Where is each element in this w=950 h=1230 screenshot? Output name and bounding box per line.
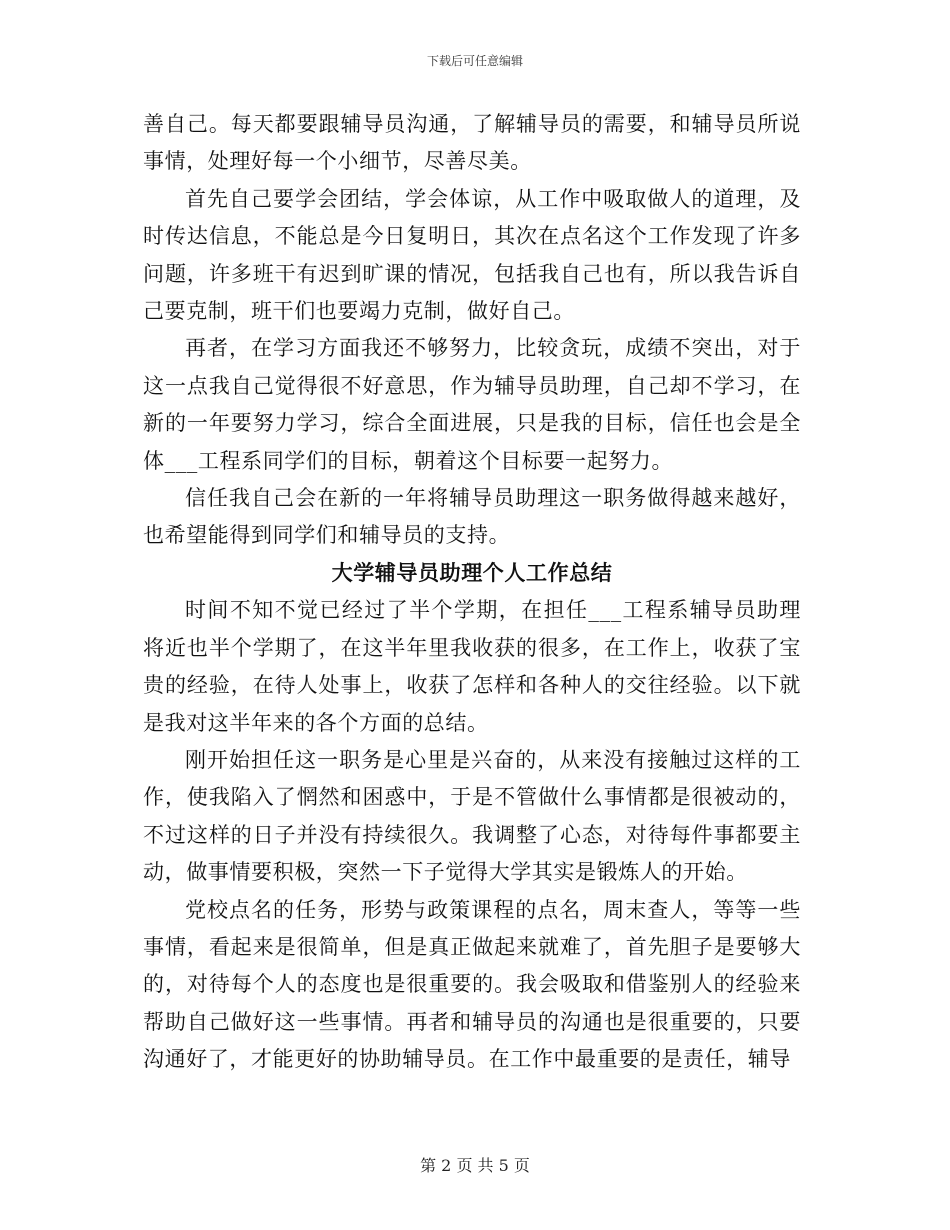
page-number: 第 2 页 共 5 页 (420, 1156, 530, 1175)
paragraph: 刚开始担任这一职务是心里是兴奋的，从来没有接触过这样的工作，使我陷入了惘然和困惑中，于是不管做什么事情都是很被动的，不过这样的日子并没有持续很久。我调整了心态，对待每件事都要主动，做事情要积极，突然一下子觉得大学其实是锻炼人的开始。 (143, 747, 801, 885)
paragraph: 信任我自己会在新的一年将辅导员助理这一职务做得越来越好，也希望能得到同学们和辅导员的支持。 (143, 486, 801, 548)
paragraph: 时间不知不觉已经过了半个学期，在担任___工程系辅导员助理将近也半个学期了，在这半年里我收获的很多，在工作上，收获了宝贵的经验，在待人处事上，收获了怎样和各种人的交往经验。以下就是我对这半年来的各个方面的总结。 (143, 598, 801, 735)
document-body (143, 106, 801, 1079)
paragraph: 首先自己要学会团结，学会体谅，从工作中吸取做人的道理，及时传达信息，不能总是今日复明日，其次在点名这个工作发现了许多问题，许多班干有迟到旷课的情况，包括我自己也有，所以我告诉自己要克制，班干们也要竭力克制，做好自己。 (143, 186, 801, 324)
paragraph-continued: 善自己。每天都要跟辅导员沟通，了解辅导员的需要，和辅导员所说事情，处理好每一个小细节，尽善尽美。 (143, 112, 801, 174)
paragraph: 党校点名的任务，形势与政策课程的点名，周末查人，等等一些事情，看起来是很简单，但是真正做起来就难了，首先胆子是要够大的，对待每个人的态度也是很重要的。我会吸取和借鉴别人的经验来帮助自己做好这一些事情。再者和辅导员的沟通也是很重要的，只要沟通好了，才能更好的协助辅导员。在工作中最重要的是责任，辅导 (143, 897, 801, 1072)
page-header: 下载后可任意编辑 (426, 54, 523, 68)
paragraph: 再者，在学习方面我还不够努力，比较贪玩，成绩不突出，对于这一点我自己觉得很不好意思，作为辅导员助理，自己却不学习，在新的一年要努力学习，综合全面进展，只是我的目标，信任也会是全体___工程系同学们的目标，朝着这个目标要一起努力。 (143, 336, 801, 473)
section-title: 大学辅导员助理个人工作总结 (331, 560, 613, 585)
